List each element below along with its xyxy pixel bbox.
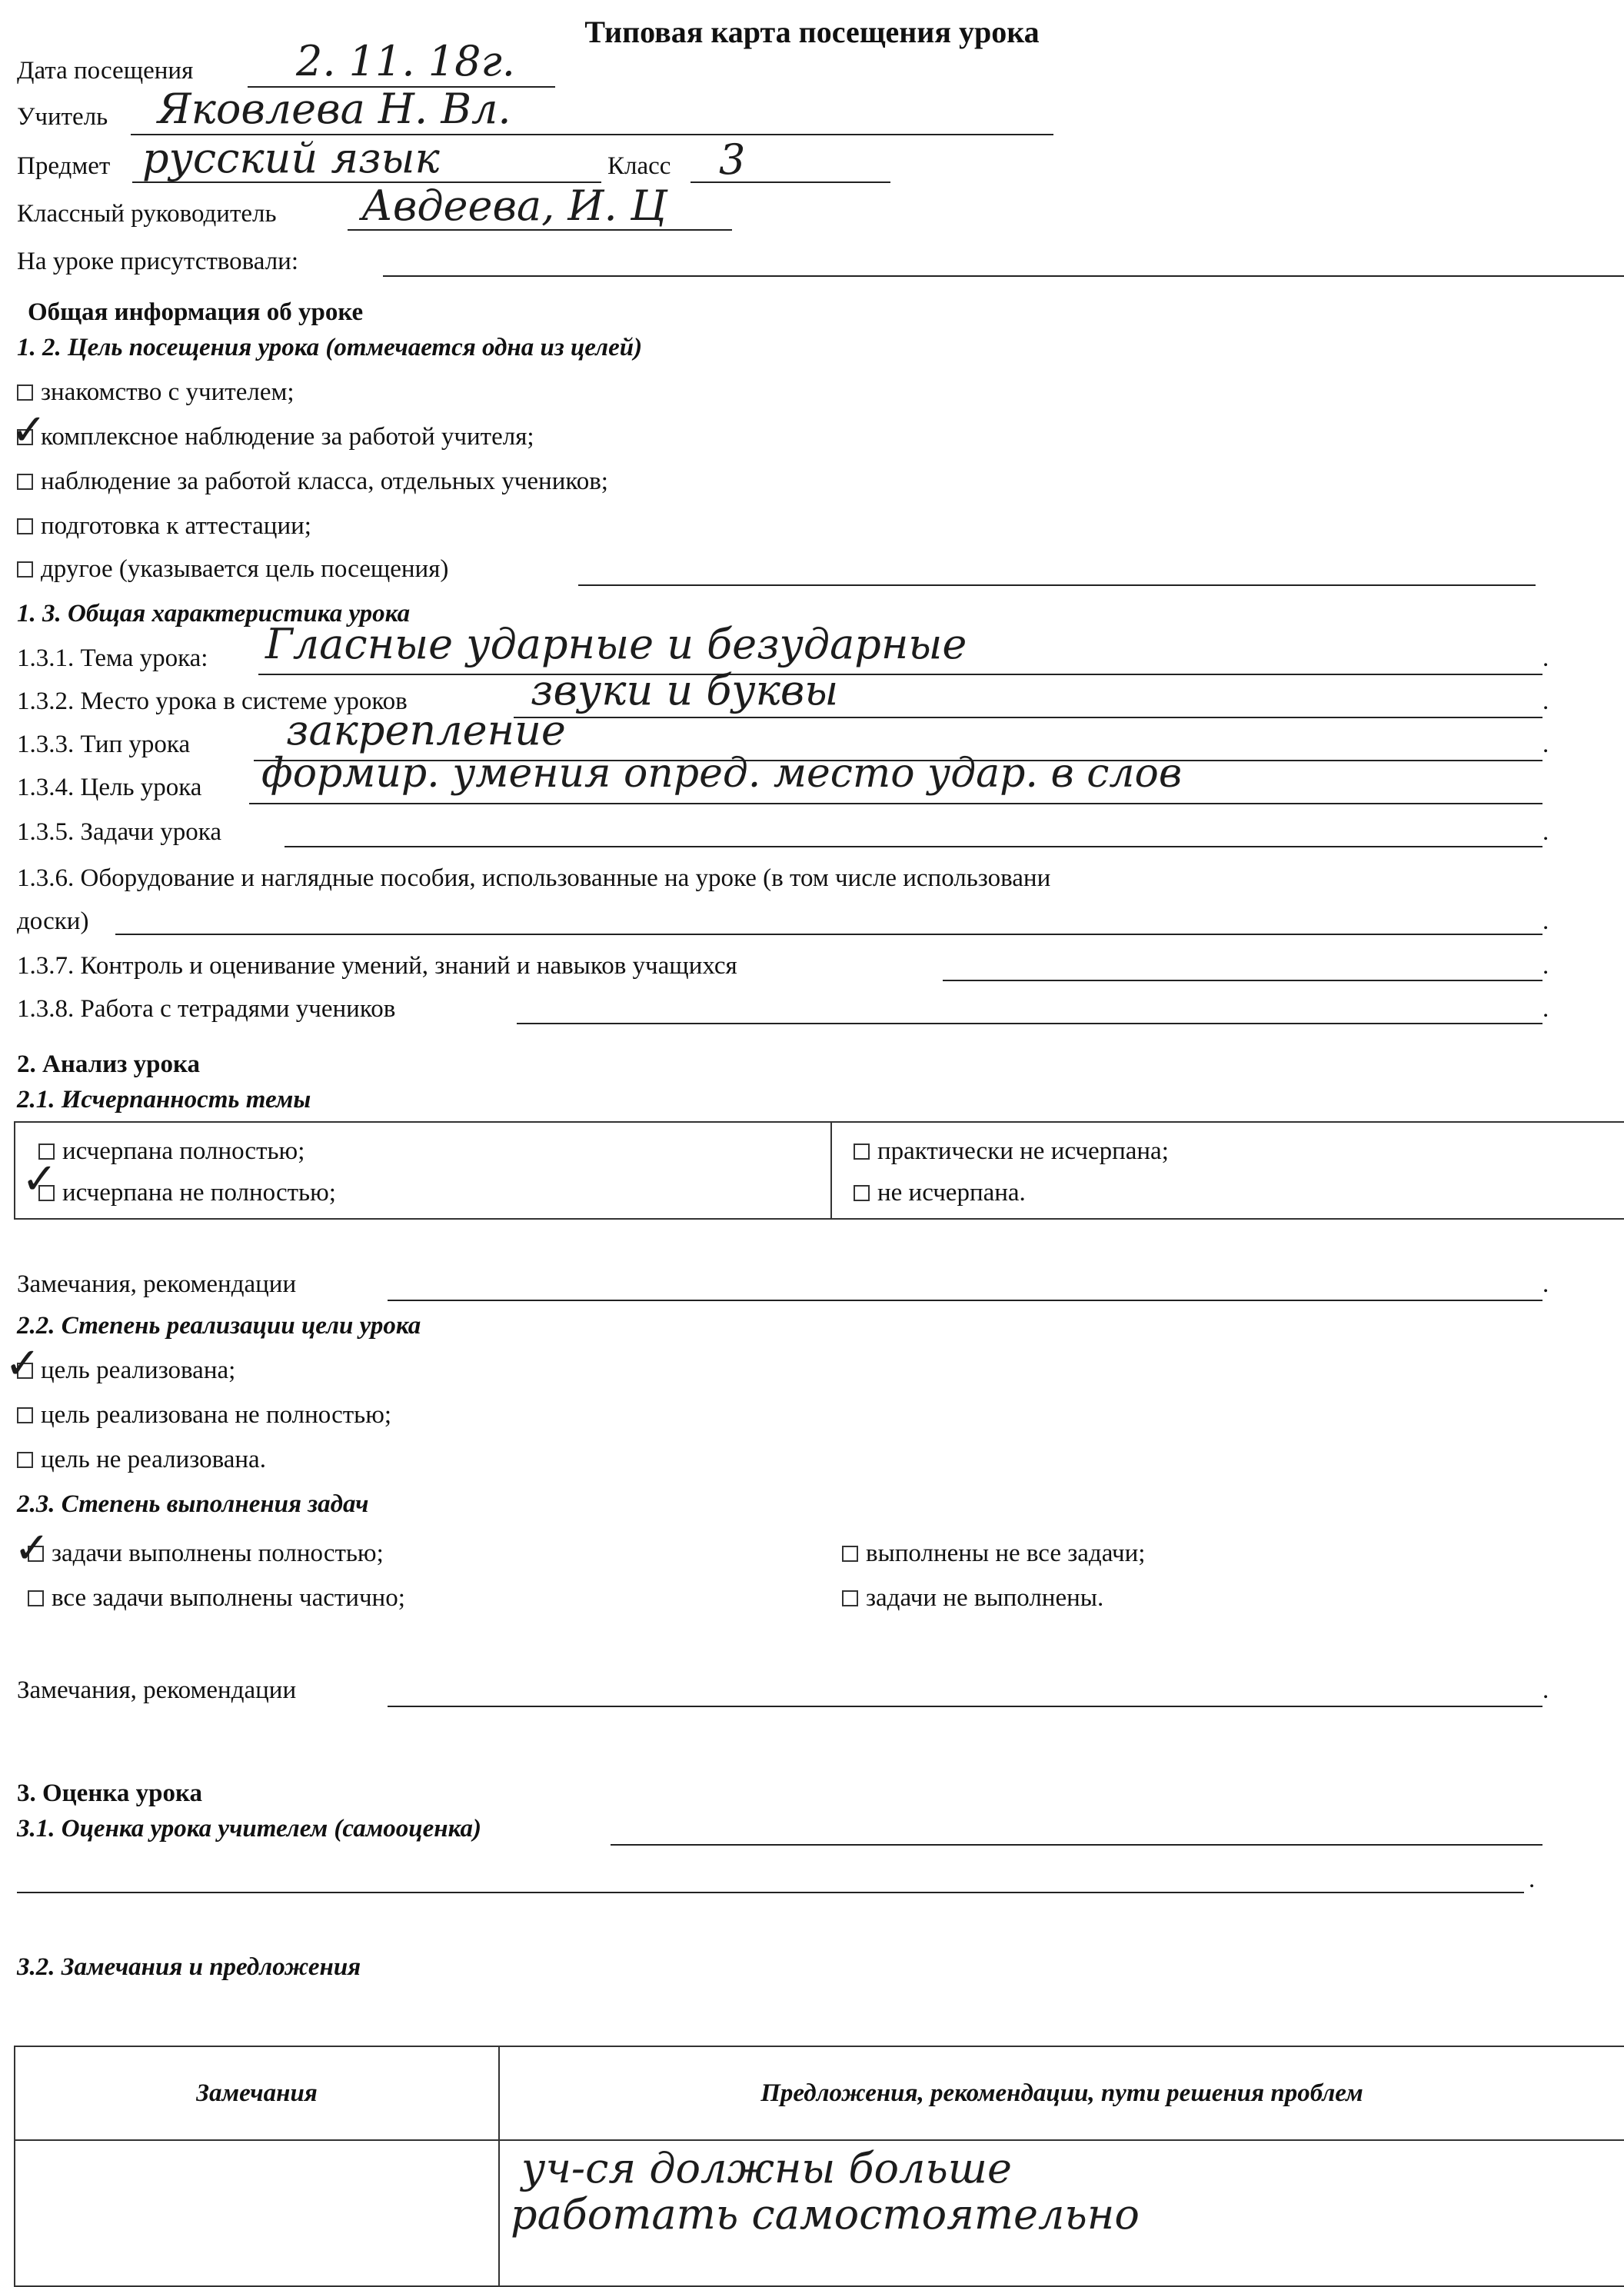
goal-not-realized: цель не реализована. [17, 1443, 266, 1476]
checkbox-icon [854, 1144, 870, 1160]
goal-other-underline [578, 584, 1536, 586]
suggestions-cell [499, 2140, 1624, 2286]
checkmark-icon: ✓ [5, 1339, 41, 1389]
aim-underline [249, 803, 1542, 804]
remarks-label-1: Замечания, рекомендации [17, 1270, 297, 1298]
checkmark-icon: ✓ [11, 405, 47, 455]
goal-realized: цель реализована; [17, 1353, 235, 1387]
remarks-suggestions-heading: 3.2. Замечания и предложения [17, 1953, 361, 1981]
teacher-label: Учитель [17, 103, 108, 131]
topic-underline [258, 674, 1542, 675]
equipment-underline [115, 934, 1542, 935]
goal-realization-heading: 2.2. Степень реализации цели урока [17, 1312, 421, 1340]
completeness-practically-not: практически не исчерпана; [854, 1130, 1624, 1172]
goal-option-acquaintance: знакомство с учителем; [17, 375, 295, 409]
checkbox-icon [17, 518, 33, 534]
place-label: 1.3.2. Место урока в системе уроков [17, 687, 408, 715]
evaluation-heading: 3. Оценка урока [17, 1779, 202, 1807]
completeness-table [14, 1121, 1624, 1220]
dot: . [1542, 907, 1549, 935]
checkbox-icon [17, 384, 33, 401]
date-label: Дата посещения [17, 57, 194, 85]
type-value: закрепление [286, 706, 566, 754]
checkbox-icon [17, 561, 33, 578]
tasks-label: 1.3.5. Задачи урока [17, 818, 221, 846]
subject-label: Предмет [17, 152, 111, 180]
goal-partially-realized: цель реализована не полностью; [17, 1398, 391, 1432]
checkbox-icon [854, 1185, 870, 1201]
subject-value: русский язык [142, 134, 440, 182]
dot: . [1542, 1676, 1549, 1704]
checkmark-icon: ✓ [14, 1523, 50, 1573]
remarks-underline-1 [388, 1300, 1542, 1301]
goal-option-complex: комплексное наблюдение за работой учителя; [17, 420, 534, 454]
place-underline [514, 717, 1542, 718]
dot: . [1542, 952, 1549, 980]
present-underline [383, 275, 1624, 277]
self-evaluation-heading: 3.1. Оценка урока учителем (самооценка) [17, 1815, 482, 1843]
goal-heading: 1. 2. Цель посещения урока (отмечается одна из целей) [17, 334, 643, 361]
dot: . [1542, 1270, 1549, 1298]
page-title: Типовая карта посещения урока [584, 15, 1040, 49]
characteristics-heading: 1. 3. Общая характеристика урока [17, 600, 411, 628]
tasks-underline [285, 846, 1542, 847]
date-value: 2. 11. 18г. [296, 37, 515, 85]
notebooks-label: 1.3.8. Работа с тетрадями учеников [17, 995, 396, 1023]
goal-option-attestation: подготовка к аттестации; [17, 509, 311, 543]
suggestions-line-2: работать самостоятельно [511, 2190, 1140, 2239]
tasks-not-done: задачи не выполнены. [842, 1581, 1103, 1615]
checkmark-icon: ✓ [22, 1154, 58, 1204]
remarks-col-header: Замечания [15, 2046, 499, 2140]
control-underline [943, 980, 1542, 981]
goal-option-other: другое (указывается цель посещения) [17, 552, 448, 586]
self-evaluation-underline-2 [17, 1892, 1524, 1893]
topic-label: 1.3.1. Тема урока: [17, 644, 208, 672]
self-evaluation-underline [611, 1844, 1542, 1846]
tasks-not-all: выполнены не все задачи; [842, 1536, 1145, 1570]
remarks-label-2: Замечания, рекомендации [17, 1676, 297, 1704]
checkbox-icon [842, 1546, 858, 1562]
dot: . [1529, 1866, 1536, 1893]
dot: . [1542, 995, 1549, 1023]
checkbox-icon [28, 1590, 44, 1606]
suggestions-line-1: уч-ся должны больше [521, 2144, 1012, 2192]
tasks-completion-heading: 2.3. Степень выполнения задач [17, 1490, 369, 1518]
tasks-complete: задачи выполнены полностью; [28, 1536, 384, 1570]
remarks-underline-2 [388, 1706, 1542, 1707]
dot: . [1542, 731, 1549, 758]
topic-value: Гласные ударные и безударные [265, 620, 967, 668]
remarks-cell [15, 2140, 499, 2286]
equipment-label: 1.3.6. Оборудование и наглядные пособия, использованные на уроке (в том числе использовани [17, 864, 1051, 892]
control-label: 1.3.7. Контроль и оценивание умений, знаний и навыков учащихся [17, 952, 737, 980]
checkbox-icon [17, 474, 33, 490]
aim-value: формир. умения опред. место удар. в слов [261, 751, 1183, 797]
supervisor-label: Классный руководитель [17, 200, 277, 228]
remarks-table [14, 2046, 1624, 2287]
place-value: звуки и буквы [531, 666, 839, 714]
class-value: 3 [719, 135, 746, 184]
completeness-heading: 2.1. Исчерпанность темы [17, 1086, 311, 1114]
completeness-not: не исчерпана. [854, 1172, 1624, 1213]
equipment-label-cont: доски) [17, 907, 89, 935]
notebooks-underline [517, 1023, 1542, 1024]
dot: . [1542, 644, 1549, 672]
type-label: 1.3.3. Тип урока [17, 731, 191, 758]
checkbox-icon [842, 1590, 858, 1606]
dot: . [1542, 818, 1549, 846]
teacher-value: Яковлева Н. Вл. [158, 85, 511, 133]
checkbox-icon [17, 1452, 33, 1468]
checkbox-icon [17, 1407, 33, 1423]
dot: . [1542, 687, 1549, 715]
class-label: Класс [607, 152, 671, 180]
suggestions-col-header: Предложения, рекомендации, пути решения проблем [499, 2046, 1624, 2140]
general-heading: Общая информация об уроке [28, 298, 364, 326]
completeness-partial: исчерпана не полностью; [38, 1172, 830, 1213]
supervisor-value: Авдеева, И. Ц [361, 181, 667, 230]
analysis-heading: 2. Анализ урока [17, 1050, 201, 1078]
aim-label: 1.3.4. Цель урока [17, 774, 202, 801]
completeness-full: исчерпана полностью; [38, 1130, 830, 1172]
present-label: На уроке присутствовали: [17, 248, 298, 275]
tasks-partial: все задачи выполнены частично; [28, 1581, 405, 1615]
goal-option-class: наблюдение за работой класса, отдельных учеников; [17, 464, 608, 498]
